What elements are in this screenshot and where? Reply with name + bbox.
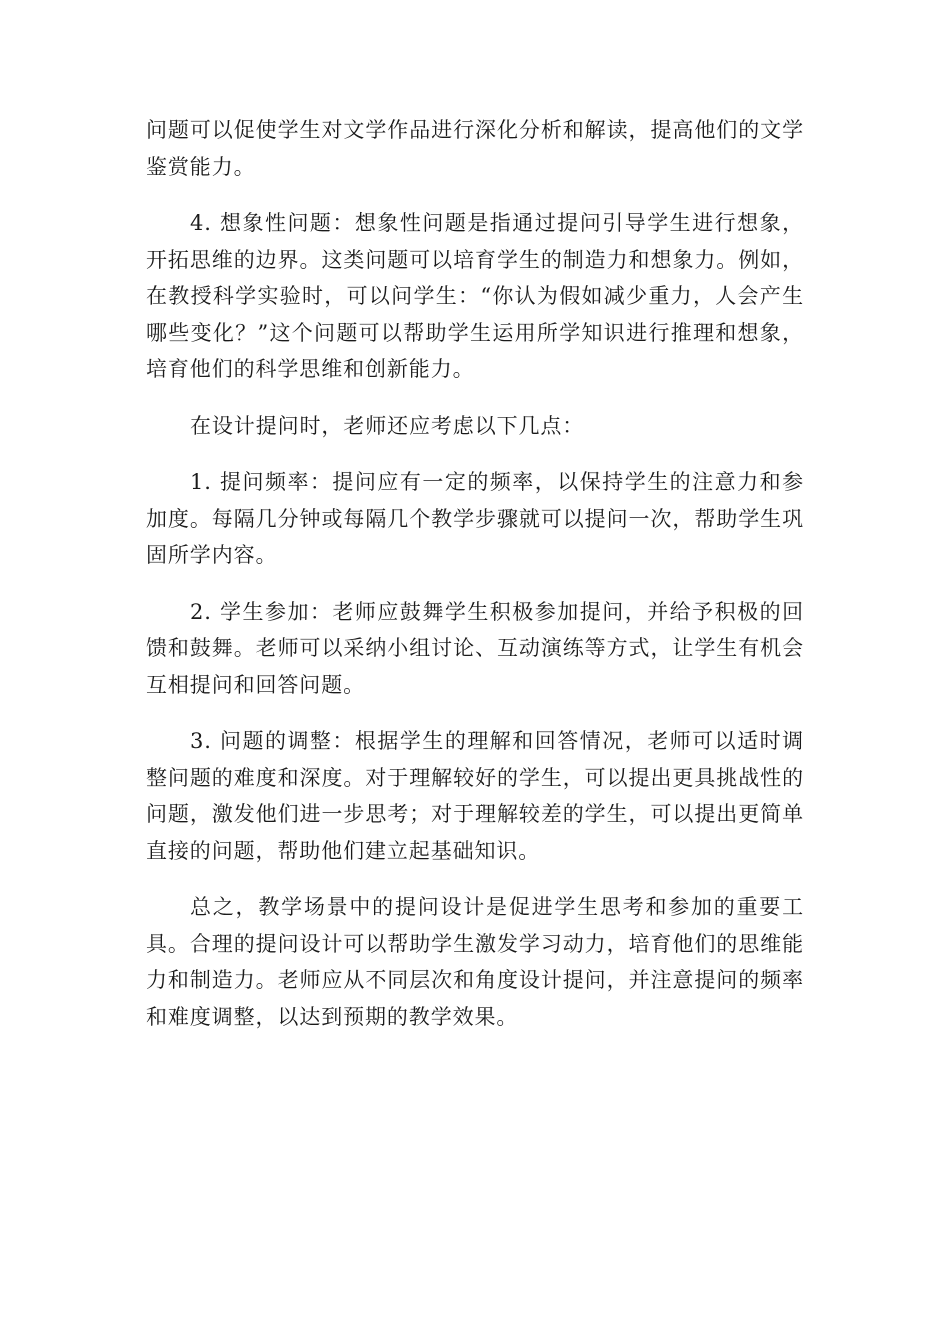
paragraph-gap [146, 185, 804, 205]
paragraph-student-participation: 2. 学生参加：老师应鼓舞学生积极参加提问，并给予积极的回馈和鼓舞。老师可以采纳小组讨论、互动演练等方式，让学生有机会互相提问和回答问题。 [146, 599, 804, 697]
paragraph-gap [146, 869, 804, 889]
paragraph-design-considerations-intro: 在设计提问时，老师还应考虑以下几点： [190, 413, 585, 438]
paragraph-gap [146, 388, 804, 408]
paragraph-question-adjustment: 3. 问题的调整：根据学生的理解和回答情况，老师可以适时调整问题的难度和深度。对于理解较好的学生，可以提出更具挑战性的问题，激发他们进一步思考；对于理解较差的学生，可以提出更简单直接的问题，帮助他们建立起基础知识。 [146, 729, 804, 863]
paragraph-summary: 总之，教学场景中的提问设计是促进学生思考和参加的重要工具。合理的提问设计可以帮助学生激发学习动力，培育他们的思维能力和制造力。老师应从不同层次和角度设计提问，并注意提问的频率和难度调整，以达到预期的教学效果。 [146, 895, 804, 1029]
paragraph-gap [146, 574, 804, 594]
paragraph-gap [146, 703, 804, 723]
paragraph-continuation: 问题可以促使学生对文学作品进行深化分析和解读，提高他们的文学鉴赏能力。 [146, 118, 804, 179]
paragraph-imaginative-question: 4. 想象性问题：想象性问题是指通过提问引导学生进行想象，开拓思维的边界。这类问题可以培育学生的制造力和想象力。例如，在教授科学实验时，可以问学生：“你认为假如减少重力，人会产生哪些变化？”这个问题可以帮助学生运用所学知识进行推理和想象，培育他们的科学思维和创新能力。 [146, 211, 804, 381]
paragraph-question-frequency: 1. 提问频率：提问应有一定的频率，以保持学生的注意力和参加度。每隔几分钟或每隔几个教学步骤就可以提问一次，帮助学生巩固所学内容。 [146, 470, 804, 567]
paragraph-gap [146, 444, 804, 464]
